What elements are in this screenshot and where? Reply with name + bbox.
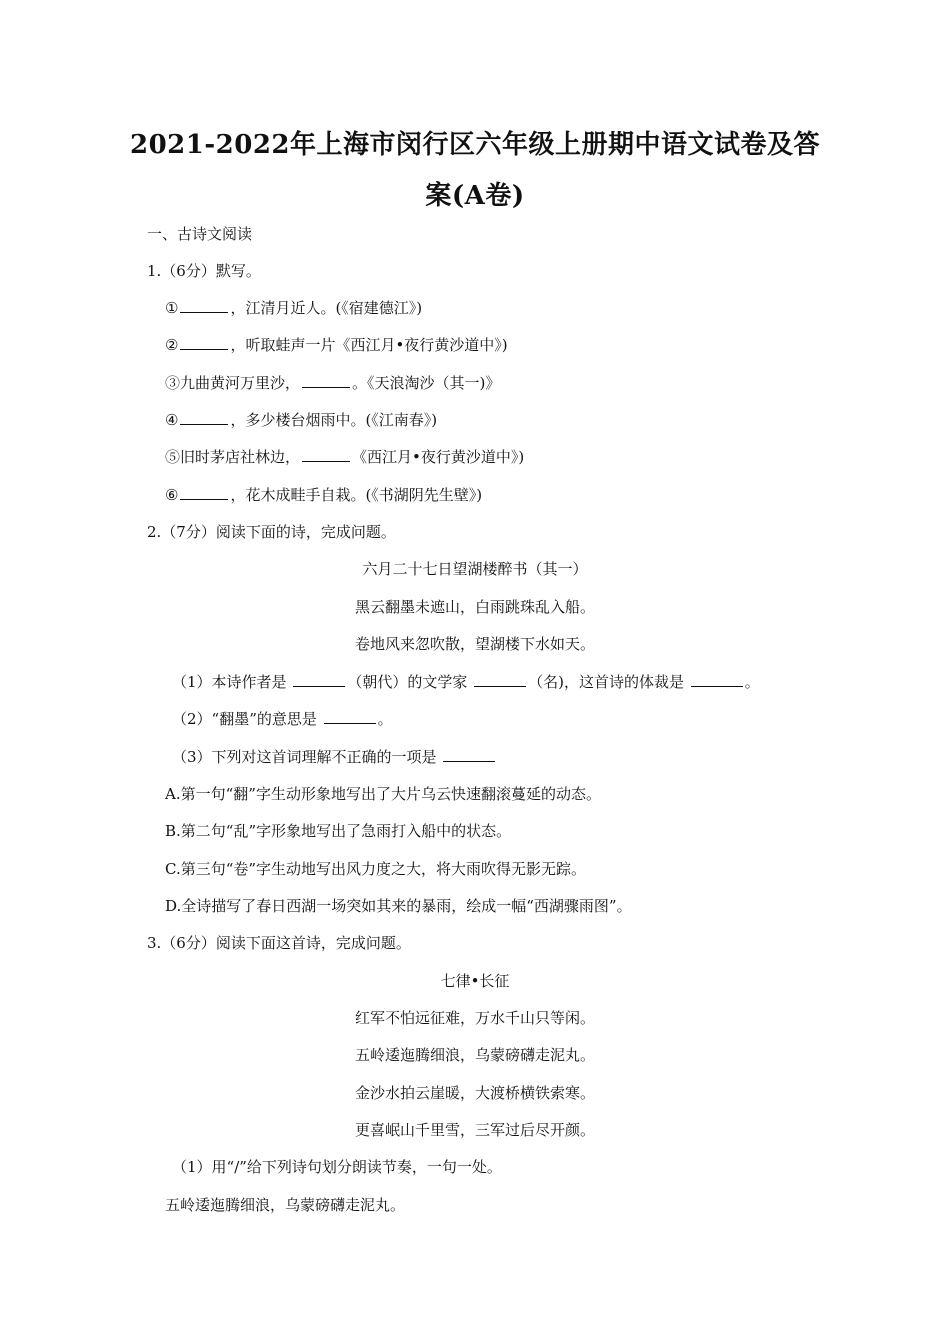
q1-item-2: [165, 335, 508, 355]
poem-title: 六月二十七日望湖楼醉书（其一）: [362, 560, 588, 578]
q2-sub-3-text: （3）下列对这首词理解不正确的一项是: [172, 748, 442, 766]
q1-item-6: [165, 485, 482, 505]
poem-line: 黑云翻墨未遮山，白雨跳珠乱入船。: [354, 598, 595, 616]
option-c: C.第三句“卷”字生动地写出风力度之大，将大雨吹得无影无踪。: [165, 860, 587, 878]
answer-blank[interactable]: [443, 747, 495, 762]
question-1-stem: 1.（6分）默写。: [147, 262, 261, 280]
q1-item-5-pre: ⑤旧时茅店社林边，: [165, 448, 301, 466]
option-d: D.全诗描写了春日西湖一场突如其来的暴雨，绘成一幅“西湖骤雨图”。: [165, 897, 632, 915]
q1-item-6-pre: ⑥: [165, 486, 179, 504]
q3-sub-1-line: 五岭逶迤腾细浪，乌蒙磅礴走泥丸。: [165, 1196, 406, 1214]
answer-blank[interactable]: [302, 373, 350, 388]
q1-item-1-post: ，江清月近人。(《宿建德江》): [230, 299, 423, 317]
q2-sub-1: [172, 672, 760, 692]
answer-blank[interactable]: [293, 672, 345, 687]
q1-item-5: [165, 447, 524, 467]
q1-item-3-post: 。《天浪淘沙（其一)》: [352, 374, 501, 392]
q1-item-4-pre: ④: [165, 411, 179, 429]
answer-blank[interactable]: [180, 410, 228, 425]
q2-sub-1-text: （1）本诗作者是: [172, 673, 292, 691]
q1-item-1-pre: ①: [165, 299, 179, 317]
q2-sub-1-text: （名)，这首诗的体裁是: [528, 673, 689, 691]
q1-item-3-pre: ③九曲黄河万里沙，: [165, 374, 301, 392]
exam-title-line-1: 2021-2022年上海市闵行区六年级上册期中语文试卷及答: [129, 130, 821, 160]
option-a: A.第一句“翻”字生动形象地写出了大片乌云快速翻滚蔓延的动态。: [165, 785, 601, 803]
q2-sub-2: [172, 709, 393, 729]
q1-item-4: [165, 410, 437, 430]
q1-item-6-post: ，花木成畦手自栽。(《书湖阴先生壁》): [230, 486, 483, 504]
answer-blank[interactable]: [691, 672, 743, 687]
answer-blank[interactable]: [302, 447, 350, 462]
q1-item-2-pre: ②: [165, 336, 179, 354]
q1-item-3: [165, 373, 500, 393]
q2-sub-1-text: 。: [744, 673, 760, 691]
q3-sub-1: （1）用“/”给下列诗句划分朗读节奏，一句一处。: [172, 1158, 502, 1176]
answer-blank[interactable]: [180, 298, 228, 313]
q1-item-1: [165, 298, 422, 318]
exam-title-line-2: 案(A卷): [425, 181, 525, 211]
option-b: B.第二句“乱”字形象地写出了急雨打入船中的状态。: [165, 822, 512, 840]
poem-line: 红军不怕远征难，万水千山只等闲。: [354, 1009, 595, 1027]
q2-sub-2-text: 。: [377, 710, 393, 728]
poem-line: 金沙水拍云崖暖，大渡桥横铁索寒。: [354, 1084, 595, 1102]
question-2-stem: 2.（7分）阅读下面的诗，完成问题。: [147, 523, 396, 541]
section-heading: 一、古诗文阅读: [147, 225, 253, 243]
answer-blank[interactable]: [474, 672, 526, 687]
answer-blank[interactable]: [180, 485, 228, 500]
q1-item-2-post: ，听取蛙声一片《西江月•夜行黄沙道中》): [230, 336, 508, 354]
q1-item-5-post: 《西江月•夜行黄沙道中》): [352, 448, 525, 466]
poem-line: 五岭逶迤腾细浪，乌蒙磅礴走泥丸。: [354, 1046, 595, 1064]
question-3-stem: 3.（6分）阅读下面这首诗，完成问题。: [147, 934, 411, 952]
poem-title: 七律•长征: [440, 972, 510, 990]
q2-sub-3: [172, 747, 497, 767]
poem-line: 卷地风来忽吹散，望湖楼下水如天。: [354, 635, 595, 653]
q1-item-4-post: ，多少楼台烟雨中。(《江南春》): [230, 411, 438, 429]
q2-sub-2-text: （2）“翻墨”的意思是: [172, 710, 322, 728]
answer-blank[interactable]: [324, 709, 376, 724]
answer-blank[interactable]: [180, 335, 228, 350]
q2-sub-1-text: （朝代）的文学家: [347, 673, 473, 691]
poem-line: 更喜岷山千里雪，三军过后尽开颜。: [354, 1121, 595, 1139]
